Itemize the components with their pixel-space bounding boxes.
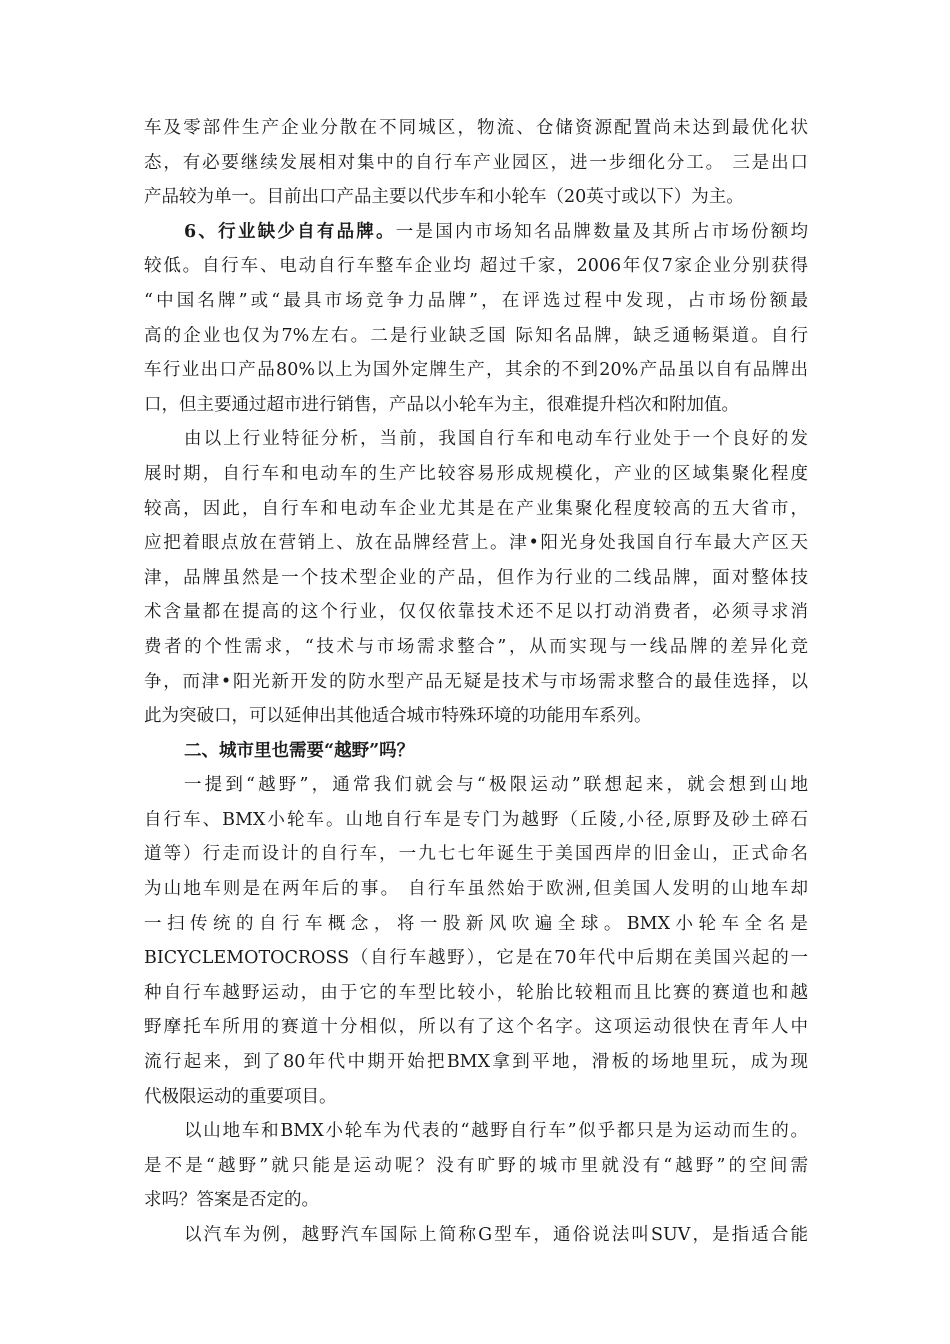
- text-line: 以山地车和BMX小轮车为代表的“越野自行车”似乎都只是为运动而生的。: [184, 1121, 808, 1142]
- section-heading-6: 6、行业缺少自有品牌。: [184, 221, 396, 242]
- text-line: 车行业出口产品80%以上为国外定牌生产，其余的不到20%产品虽以自有品牌出: [144, 360, 808, 381]
- text-line: 野摩托车所用的赛道十分相似，所以有了这个名字。这项运动很快在青年人中: [144, 1017, 808, 1038]
- text-line: 较低。自行车、电动自行车整车企业均 超过千家，2006年仅7家企业分别获得: [144, 256, 808, 277]
- text-line: 此为突破口，可以延伸出其他适合城市特殊环境的功能用车系列。: [144, 706, 652, 727]
- document-body: [144, 111, 808, 1253]
- text-line: BICYCLEMOTOCROSS（自行车越野），它是在70年代中后期在美国兴起的一: [144, 948, 808, 969]
- text-line: 自行车、BMX小轮车。山地自行车是专门为越野（丘陵,小径,原野及砂土碎石: [144, 809, 808, 830]
- text-line: 展时期，自行车和电动车的生产比较容易形成规模化，产业的区域集聚化程度: [144, 463, 808, 484]
- text-line: 应把着眼点放在营销上、放在品牌经营上。津•阳光身处我国自行车最大产区天: [144, 533, 808, 554]
- text-line: 高的企业也仅为7%左右。二是行业缺乏国 际知名品牌，缺乏通畅渠道。自行: [144, 325, 808, 346]
- text-line: 费者的个性需求，“技术与市场需求整合”，从而实现与一线品牌的差异化竞: [144, 636, 808, 657]
- paragraph-6-first-line: [144, 215, 808, 250]
- text-line: 是不是“越野”就只能是运动呢？没有旷野的城市里就没有“越野”的空间需: [144, 1155, 808, 1176]
- text-line: 口，但主要通过超市进行销售，产品以小轮车为主，很难提升档次和附加值。: [144, 394, 739, 415]
- text-line: 一提到“越野”，通常我们就会与“极限运动”联想起来，就会想到山地: [184, 775, 808, 796]
- text-line: 态，有必要继续发展相对集中的自行车产业园区，进一步细化分工。 三是出口: [144, 152, 808, 173]
- text-line: 以汽车为例，越野汽车国际上简称G型车，通俗说法叫SUV，是指适合能: [184, 1225, 808, 1245]
- text-line: 求吗？答案是否定的。: [144, 1190, 319, 1211]
- text-line: 争，而津•阳光新开发的防水型产品无疑是技术与市场需求整合的最佳选择，以: [144, 671, 808, 692]
- text-line: 道等）行走而设计的自行车，一九七七年诞生于美国西岸的旧金山，正式命名: [144, 844, 808, 865]
- text-line: 较高，因此，自行车和电动车企业尤其是在产业集聚化程度较高的五大省市，: [144, 498, 808, 519]
- text-line: 一是国内市场知名品牌数量及其所占市场份额均: [395, 221, 808, 242]
- text-line: 术含量都在提高的这个行业，仅仅依靠技术还不足以打动消费者，必须寻求消: [144, 602, 808, 623]
- text-line: 代极限运动的重要项目。: [144, 1086, 337, 1107]
- text-line: 由以上行业特征分析，当前，我国自行车和电动车行业处于一个良好的发: [184, 429, 808, 450]
- text-line: “中国名牌”或“最具市场竞争力品牌”，在评选过程中发现，占市场份额最: [144, 290, 808, 311]
- text-line: 一扫传统的自行车概念，将一股新风吹遍全球。BMX小轮车全名是: [144, 913, 808, 934]
- text-line: 流行起来，到了80年代中期开始把BMX拿到平地，滑板的场地里玩，成为现: [144, 1052, 808, 1073]
- text-line: 产品较为单一。目前出口产品主要以代步车和小轮车（20英寸或以下）为主。: [144, 187, 744, 208]
- text-line: 为山地车则是在两年后的事。 自行车虽然始于欧洲,但美国人发明的山地车却: [144, 879, 808, 900]
- section-heading-2: 二、城市里也需要“越野”吗？: [184, 740, 415, 761]
- text-line: 津，品牌虽然是一个技术型企业的产品，但作为行业的二线品牌，面对整体技: [144, 567, 808, 588]
- text-line: 种自行车越野运动，由于它的车型比较小，轮胎比较粗而且比赛的赛道也和越: [144, 982, 808, 1003]
- text-line: 车及零部件生产企业分散在不同城区，物流、仓储资源配置尚未达到最优化状: [144, 118, 808, 138]
